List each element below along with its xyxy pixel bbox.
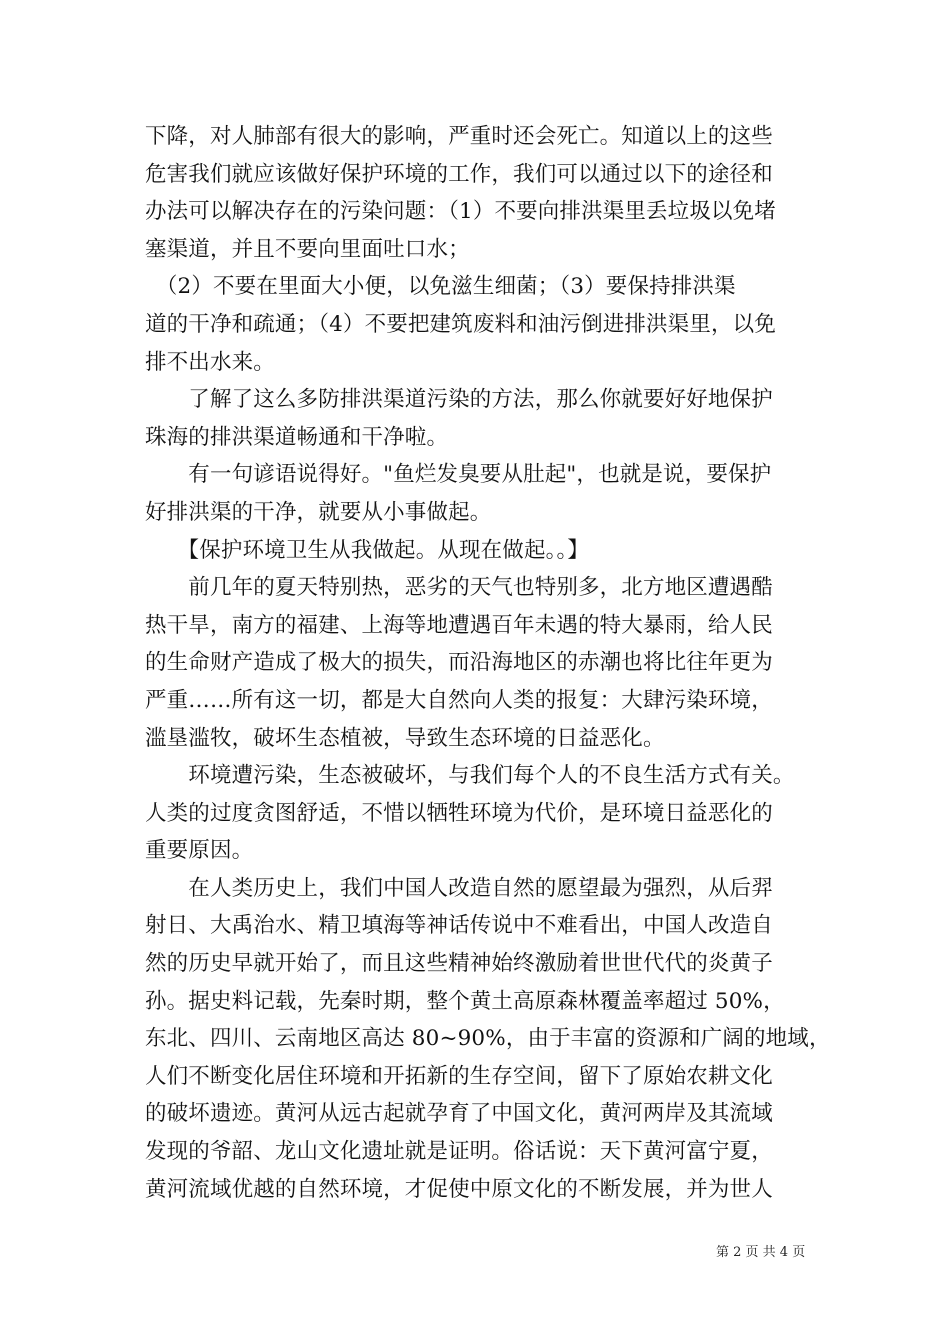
text-line: 黄河流域优越的自然环境，才促使中原文化的不断发展，并为世人 (145, 1176, 773, 1202)
text-line: 滥垦滥牧，破坏生态植被，导致生态环境的日益恶化。 (145, 725, 665, 751)
text-line: 严重……所有这一切，都是大自然向人类的报复：大肆污染环境， (145, 687, 773, 713)
text-line: （2）不要在里面大小便，以免滋生细菌；（3）要保持排洪渠 (145, 274, 736, 300)
text-line: 前几年的夏天特别热，恶劣的天气也特别多，北方地区遭遇酷 (145, 575, 773, 601)
text-line: 的破坏遗迹。黄河从远古起就孕育了中国文化，黄河两岸及其流域 (145, 1101, 773, 1127)
text-line: 好排洪渠的干净，就要从小事做起。 (145, 499, 492, 525)
text-line: 发现的爷韶、龙山文化遗址就是证明。俗话说：天下黄河富宁夏， (145, 1139, 773, 1165)
body-text (145, 118, 831, 1208)
text-line: 的生命财产造成了极大的损失，而沿海地区的赤潮也将比往年更为 (145, 650, 773, 676)
page-number-footer: 第 2 页 共 4 页 (716, 1245, 806, 1260)
text-line: 道的干净和疏通；（4）不要把建筑废料和油污倒进排洪渠里，以免 (145, 311, 776, 337)
text-line: 然的历史早就开始了，而且这些精神始终激励着世世代代的炎黄子 (145, 951, 773, 977)
text-line: 人类的过度贪图舒适，不惜以牺牲环境为代价，是环境日益恶化的 (145, 800, 773, 826)
text-line: 重要原因。 (145, 838, 254, 864)
text-line: 人们不断变化居住环境和开拓新的生存空间，留下了原始农耕文化 (145, 1063, 773, 1089)
text-line: 珠海的排洪渠道畅通和干净啦。 (145, 424, 449, 450)
text-line: 了解了这么多防排洪渠道污染的方法，那么你就要好好地保护 (145, 387, 773, 413)
text-line: 塞渠道，并且不要向里面吐口水； (145, 236, 470, 262)
text-line: 环境遭污染，生态被破坏，与我们每个人的不良生活方式有关。 (145, 763, 795, 789)
text-line: 东北、四川、云南地区高达 80~90%，由于丰富的资源和广阔的地域， (145, 1026, 831, 1052)
text-line: 危害我们就应该做好保护环境的工作，我们可以通过以下的途径和 (145, 161, 773, 187)
text-line: 孙。据史料记载，先秦时期，整个黄土高原森林覆盖率超过 50%， (145, 988, 785, 1014)
text-line: 【保护环境卫生从我做起。从现在做起。。】 (145, 537, 590, 563)
text-line: 射日、大禹治水、精卫填海等神话传说中不难看出，中国人改造自 (145, 913, 773, 939)
text-line: 排不出水来。 (145, 349, 275, 375)
text-line: 热干旱，南方的福建、上海等地遭遇百年未遇的特大暴雨，给人民 (145, 612, 773, 638)
text-line: 办法可以解决存在的污染问题：（1）不要向排洪渠里丢垃圾以免堵 (145, 199, 776, 225)
text-line: 有一句谚语说得好。"鱼烂发臭要从肚起"，也就是说，要保护 (145, 462, 772, 488)
text-line: 在人类历史上，我们中国人改造自然的愿望最为强烈，从后羿 (145, 875, 773, 901)
text-line: 下降，对人肺部有很大的影响，严重时还会死亡。知道以上的这些 (145, 124, 773, 149)
